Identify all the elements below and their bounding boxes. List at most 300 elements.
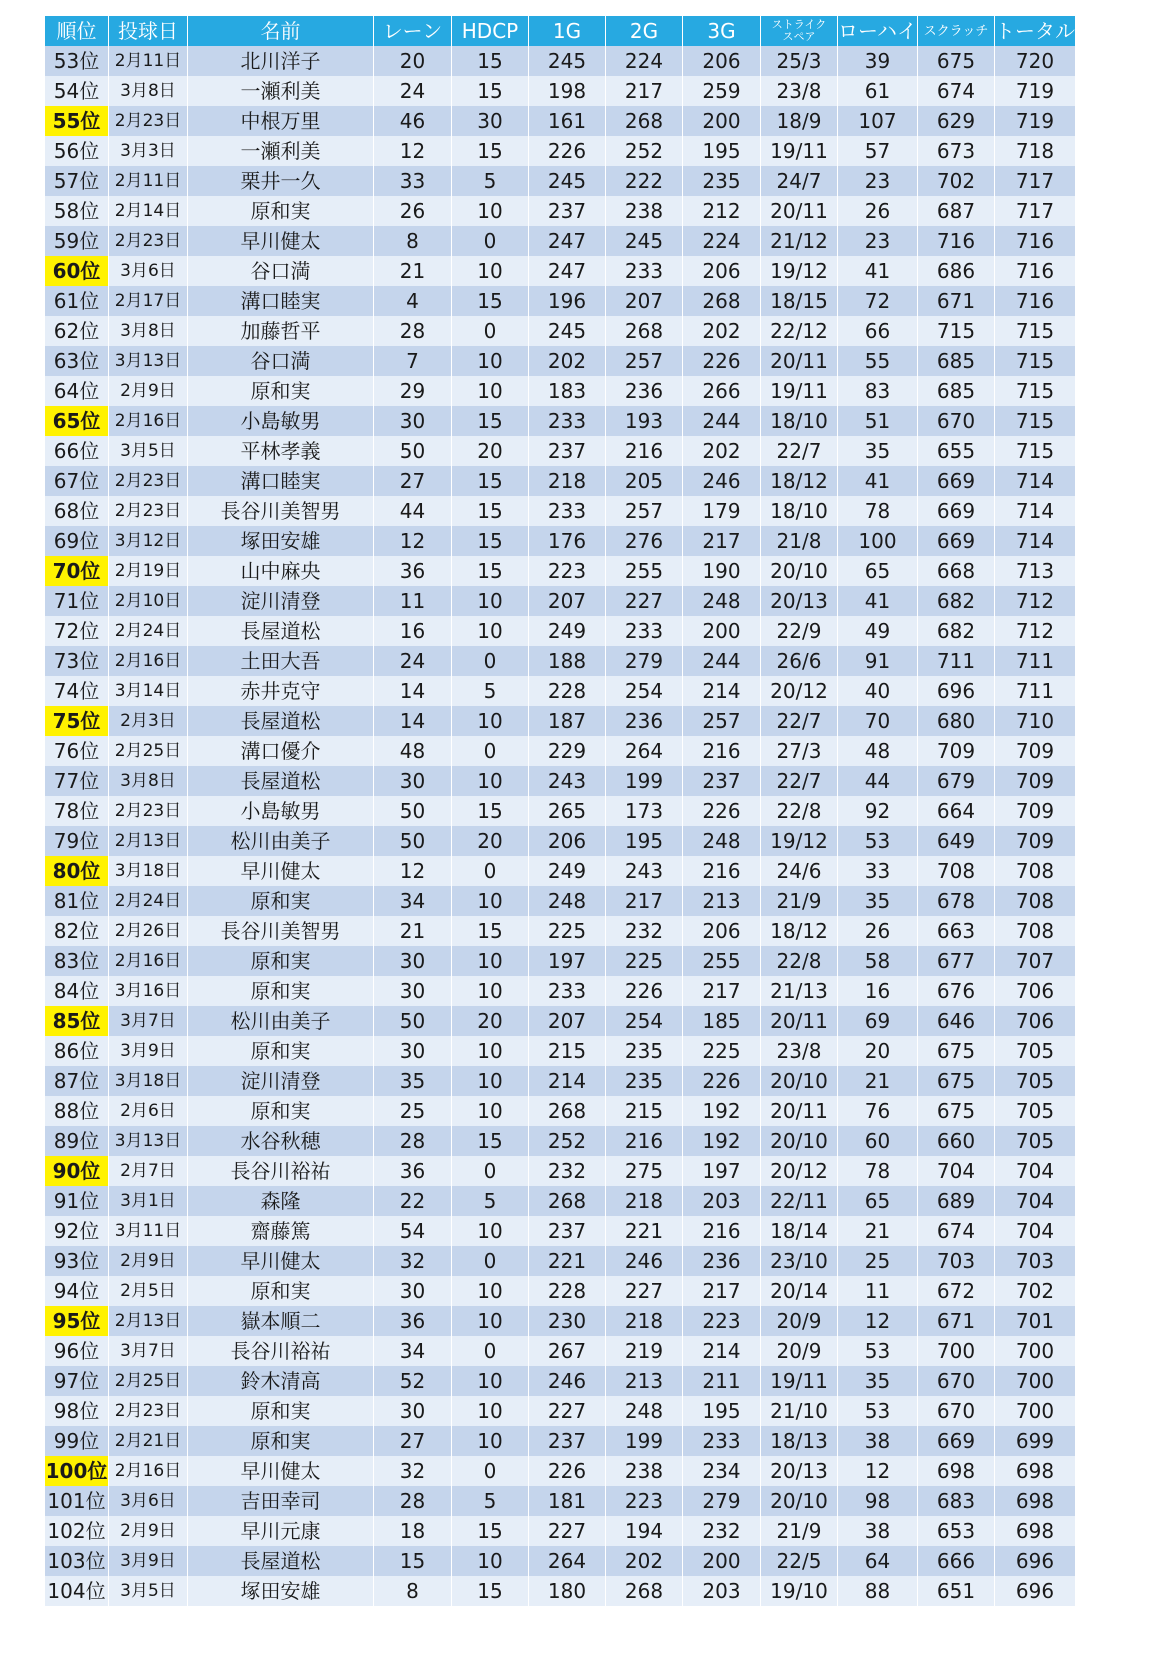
table-row [45,1006,1076,1036]
cell-scratch: 669 [918,496,995,526]
cell-game1: 228 [529,1276,606,1306]
cell-game1: 267 [529,1336,606,1366]
cell-rank: 58位 [45,196,109,226]
cell-game2: 216 [606,436,683,466]
cell-rank: 102位 [45,1516,109,1546]
table-row [45,1486,1076,1516]
cell-strike-spare: 20/12 [761,676,838,706]
cell-lane: 32 [374,1246,452,1276]
cell-name: 松川由美子 [188,826,374,856]
cell-game2: 236 [606,706,683,736]
cell-strike-spare: 22/9 [761,616,838,646]
cell-scratch: 709 [918,736,995,766]
cell-lane: 50 [374,826,452,856]
cell-game2: 248 [606,1396,683,1426]
cell-date: 2月6日 [109,1096,188,1126]
cell-name: 森隆 [188,1186,374,1216]
table-row [45,496,1076,526]
cell-game1: 249 [529,616,606,646]
header-name: 名前 [188,16,374,46]
cell-game3: 217 [683,526,761,556]
cell-hdcp: 10 [452,706,529,736]
table-row [45,526,1076,556]
cell-lane: 54 [374,1216,452,1246]
cell-name: 原和実 [188,1096,374,1126]
cell-game2: 213 [606,1366,683,1396]
cell-game3: 195 [683,1396,761,1426]
cell-rank: 65位 [45,406,109,436]
cell-date: 2月11日 [109,166,188,196]
cell-rank: 103位 [45,1546,109,1576]
cell-game2: 217 [606,886,683,916]
cell-strike-spare: 18/10 [761,406,838,436]
cell-name: 齋藤篤 [188,1216,374,1246]
cell-lane: 32 [374,1456,452,1486]
cell-name: 早川元康 [188,1516,374,1546]
cell-lane: 35 [374,1066,452,1096]
cell-strike-spare: 23/10 [761,1246,838,1276]
cell-game3: 206 [683,46,761,76]
cell-date: 2月13日 [109,1306,188,1336]
cell-game3: 216 [683,736,761,766]
cell-game1: 227 [529,1516,606,1546]
cell-game2: 257 [606,496,683,526]
cell-strike-spare: 21/13 [761,976,838,1006]
cell-low-high: 65 [838,556,918,586]
cell-low-high: 39 [838,46,918,76]
cell-game1: 246 [529,1366,606,1396]
table-row [45,1516,1076,1546]
table-row [45,616,1076,646]
cell-lane: 29 [374,376,452,406]
cell-rank: 78位 [45,796,109,826]
cell-scratch: 715 [918,316,995,346]
cell-hdcp: 0 [452,1246,529,1276]
cell-scratch: 698 [918,1456,995,1486]
table-row [45,856,1076,886]
table-row [45,916,1076,946]
cell-strike-spare: 26/6 [761,646,838,676]
cell-name: 土田大吾 [188,646,374,676]
cell-strike-spare: 20/10 [761,1066,838,1096]
cell-date: 2月5日 [109,1276,188,1306]
cell-low-high: 25 [838,1246,918,1276]
cell-lane: 27 [374,1426,452,1456]
cell-strike-spare: 20/11 [761,346,838,376]
cell-game2: 202 [606,1546,683,1576]
cell-total: 712 [995,616,1076,646]
cell-low-high: 76 [838,1096,918,1126]
cell-rank: 60位 [45,256,109,286]
cell-game2: 255 [606,556,683,586]
cell-game3: 244 [683,406,761,436]
cell-lane: 12 [374,856,452,886]
cell-hdcp: 0 [452,1336,529,1366]
cell-game2: 225 [606,946,683,976]
cell-strike-spare: 18/9 [761,106,838,136]
table-row [45,1036,1076,1066]
cell-scratch: 660 [918,1126,995,1156]
cell-scratch: 669 [918,1426,995,1456]
cell-strike-spare: 20/9 [761,1306,838,1336]
cell-strike-spare: 20/9 [761,1336,838,1366]
cell-low-high: 100 [838,526,918,556]
cell-game1: 252 [529,1126,606,1156]
cell-game2: 216 [606,1126,683,1156]
cell-strike-spare: 18/14 [761,1216,838,1246]
cell-lane: 36 [374,1306,452,1336]
cell-rank: 97位 [45,1366,109,1396]
cell-game2: 227 [606,1276,683,1306]
cell-low-high: 78 [838,1156,918,1186]
cell-game1: 245 [529,166,606,196]
cell-game3: 234 [683,1456,761,1486]
cell-scratch: 666 [918,1546,995,1576]
cell-game3: 246 [683,466,761,496]
cell-game2: 275 [606,1156,683,1186]
cell-date: 2月24日 [109,616,188,646]
cell-hdcp: 15 [452,136,529,166]
cell-hdcp: 15 [452,556,529,586]
cell-strike-spare: 22/11 [761,1186,838,1216]
cell-low-high: 21 [838,1066,918,1096]
cell-strike-spare: 21/9 [761,1516,838,1546]
cell-name: 早川健太 [188,226,374,256]
cell-hdcp: 0 [452,856,529,886]
cell-game3: 211 [683,1366,761,1396]
cell-scratch: 687 [918,196,995,226]
cell-game1: 176 [529,526,606,556]
cell-lane: 20 [374,46,452,76]
cell-scratch: 683 [918,1486,995,1516]
cell-hdcp: 10 [452,1276,529,1306]
cell-name: 谷口満 [188,256,374,286]
cell-total: 716 [995,286,1076,316]
cell-game2: 222 [606,166,683,196]
cell-hdcp: 10 [452,766,529,796]
table-row [45,1426,1076,1456]
table-row [45,1546,1076,1576]
cell-lane: 52 [374,1366,452,1396]
cell-scratch: 651 [918,1576,995,1606]
cell-game2: 233 [606,616,683,646]
cell-date: 2月14日 [109,196,188,226]
cell-hdcp: 15 [452,526,529,556]
cell-strike-spare: 19/12 [761,826,838,856]
cell-rank: 55位 [45,106,109,136]
cell-total: 708 [995,916,1076,946]
cell-name: 長屋道松 [188,1546,374,1576]
cell-total: 703 [995,1246,1076,1276]
cell-lane: 50 [374,436,452,466]
cell-total: 696 [995,1546,1076,1576]
table-row [45,676,1076,706]
cell-scratch: 689 [918,1186,995,1216]
cell-lane: 4 [374,286,452,316]
cell-low-high: 72 [838,286,918,316]
cell-game2: 257 [606,346,683,376]
cell-total: 711 [995,676,1076,706]
cell-lane: 7 [374,346,452,376]
cell-date: 2月17日 [109,286,188,316]
cell-game3: 232 [683,1516,761,1546]
cell-strike-spare: 22/12 [761,316,838,346]
cell-total: 707 [995,946,1076,976]
cell-game3: 217 [683,1276,761,1306]
cell-name: 栗井一久 [188,166,374,196]
cell-hdcp: 10 [452,886,529,916]
cell-total: 719 [995,106,1076,136]
cell-date: 2月16日 [109,406,188,436]
cell-scratch: 669 [918,526,995,556]
cell-game3: 248 [683,586,761,616]
cell-rank: 88位 [45,1096,109,1126]
table-row [45,826,1076,856]
cell-rank: 76位 [45,736,109,766]
cell-total: 705 [995,1066,1076,1096]
header-game2: 2G [606,16,683,46]
table-row [45,76,1076,106]
cell-lane: 30 [374,976,452,1006]
cell-name: 淀川清登 [188,586,374,616]
cell-strike-spare: 22/7 [761,766,838,796]
cell-rank: 84位 [45,976,109,1006]
cell-name: 原和実 [188,976,374,1006]
cell-date: 3月8日 [109,766,188,796]
cell-hdcp: 0 [452,1456,529,1486]
cell-scratch: 711 [918,646,995,676]
cell-hdcp: 5 [452,166,529,196]
cell-strike-spare: 20/10 [761,556,838,586]
cell-game1: 198 [529,76,606,106]
table-row [45,1216,1076,1246]
cell-rank: 104位 [45,1576,109,1606]
cell-lane: 12 [374,136,452,166]
cell-game3: 259 [683,76,761,106]
cell-game1: 227 [529,1396,606,1426]
header-lane: レーン [374,16,452,46]
cell-hdcp: 5 [452,676,529,706]
cell-date: 3月7日 [109,1336,188,1366]
table-row [45,586,1076,616]
cell-name: 長屋道松 [188,616,374,646]
cell-game1: 180 [529,1576,606,1606]
cell-low-high: 21 [838,1216,918,1246]
table-row [45,106,1076,136]
cell-strike-spare: 22/8 [761,796,838,826]
cell-scratch: 655 [918,436,995,466]
cell-strike-spare: 18/13 [761,1426,838,1456]
cell-scratch: 696 [918,676,995,706]
table-row [45,1246,1076,1276]
cell-game1: 233 [529,496,606,526]
header-low-high: ローハイ [838,16,918,46]
cell-game3: 200 [683,106,761,136]
cell-low-high: 55 [838,346,918,376]
cell-low-high: 64 [838,1546,918,1576]
cell-game1: 181 [529,1486,606,1516]
table-row [45,1276,1076,1306]
cell-rank: 54位 [45,76,109,106]
cell-lane: 30 [374,946,452,976]
cell-game2: 218 [606,1306,683,1336]
cell-game2: 252 [606,136,683,166]
cell-low-high: 40 [838,676,918,706]
cell-game1: 218 [529,466,606,496]
cell-scratch: 653 [918,1516,995,1546]
cell-hdcp: 15 [452,406,529,436]
cell-date: 2月9日 [109,376,188,406]
cell-hdcp: 10 [452,1366,529,1396]
cell-total: 706 [995,1006,1076,1036]
cell-scratch: 676 [918,976,995,1006]
cell-strike-spare: 18/15 [761,286,838,316]
cell-name: 早川健太 [188,1246,374,1276]
table-row [45,136,1076,166]
cell-strike-spare: 22/7 [761,706,838,736]
cell-total: 705 [995,1126,1076,1156]
cell-hdcp: 10 [452,346,529,376]
cell-strike-spare: 20/11 [761,196,838,226]
table-row [45,1456,1076,1486]
cell-rank: 68位 [45,496,109,526]
cell-date: 2月23日 [109,226,188,256]
cell-lane: 18 [374,1516,452,1546]
cell-date: 2月16日 [109,646,188,676]
cell-scratch: 675 [918,1096,995,1126]
cell-lane: 15 [374,1546,452,1576]
cell-scratch: 704 [918,1156,995,1186]
cell-scratch: 670 [918,406,995,436]
cell-rank: 85位 [45,1006,109,1036]
cell-low-high: 65 [838,1186,918,1216]
cell-game2: 268 [606,106,683,136]
cell-strike-spare: 19/11 [761,1366,838,1396]
cell-game1: 187 [529,706,606,736]
cell-hdcp: 10 [452,1036,529,1066]
cell-total: 715 [995,406,1076,436]
cell-scratch: 649 [918,826,995,856]
header-strike-spare: ストライク スペア [761,16,838,46]
cell-rank: 89位 [45,1126,109,1156]
cell-low-high: 91 [838,646,918,676]
cell-game1: 229 [529,736,606,766]
cell-date: 2月11日 [109,46,188,76]
cell-strike-spare: 19/12 [761,256,838,286]
cell-lane: 28 [374,1126,452,1156]
table-row [45,376,1076,406]
cell-strike-spare: 23/8 [761,1036,838,1066]
cell-name: 塚田安雄 [188,1576,374,1606]
cell-rank: 63位 [45,346,109,376]
cell-date: 2月23日 [109,1396,188,1426]
cell-hdcp: 0 [452,1156,529,1186]
cell-rank: 96位 [45,1336,109,1366]
cell-game1: 215 [529,1036,606,1066]
cell-rank: 90位 [45,1156,109,1186]
table-row [45,436,1076,466]
cell-date: 3月1日 [109,1186,188,1216]
cell-game2: 236 [606,376,683,406]
cell-hdcp: 15 [452,1516,529,1546]
cell-total: 706 [995,976,1076,1006]
cell-strike-spare: 20/10 [761,1126,838,1156]
cell-total: 713 [995,556,1076,586]
cell-low-high: 70 [838,706,918,736]
cell-game2: 219 [606,1336,683,1366]
cell-scratch: 703 [918,1246,995,1276]
cell-low-high: 107 [838,106,918,136]
cell-date: 3月8日 [109,316,188,346]
cell-low-high: 35 [838,1366,918,1396]
cell-scratch: 679 [918,766,995,796]
cell-date: 2月23日 [109,796,188,826]
cell-game3: 185 [683,1006,761,1036]
cell-scratch: 686 [918,256,995,286]
cell-lane: 36 [374,1156,452,1186]
cell-name: 原和実 [188,376,374,406]
cell-total: 712 [995,586,1076,616]
cell-strike-spare: 21/12 [761,226,838,256]
cell-date: 2月24日 [109,886,188,916]
cell-date: 2月13日 [109,826,188,856]
cell-strike-spare: 22/5 [761,1546,838,1576]
cell-lane: 24 [374,646,452,676]
cell-game2: 199 [606,766,683,796]
cell-game3: 248 [683,826,761,856]
cell-hdcp: 15 [452,916,529,946]
cell-date: 3月12日 [109,526,188,556]
cell-low-high: 66 [838,316,918,346]
cell-name: 長谷川美智男 [188,496,374,526]
cell-game3: 216 [683,1216,761,1246]
table-row [45,1066,1076,1096]
cell-hdcp: 15 [452,1126,529,1156]
cell-game2: 254 [606,1006,683,1036]
table-row [45,736,1076,766]
table-body [45,46,1076,1606]
cell-game2: 246 [606,1246,683,1276]
cell-date: 2月3日 [109,706,188,736]
cell-hdcp: 15 [452,76,529,106]
cell-name: 原和実 [188,1426,374,1456]
cell-scratch: 682 [918,616,995,646]
cell-rank: 80位 [45,856,109,886]
cell-name: 中根万里 [188,106,374,136]
cell-date: 3月9日 [109,1036,188,1066]
cell-date: 3月5日 [109,1576,188,1606]
cell-scratch: 629 [918,106,995,136]
cell-scratch: 671 [918,286,995,316]
cell-hdcp: 10 [452,1066,529,1096]
cell-strike-spare: 20/13 [761,586,838,616]
cell-strike-spare: 20/14 [761,1276,838,1306]
cell-scratch: 685 [918,376,995,406]
table-row [45,286,1076,316]
cell-game3: 192 [683,1126,761,1156]
cell-rank: 77位 [45,766,109,796]
cell-lane: 28 [374,316,452,346]
cell-scratch: 670 [918,1366,995,1396]
cell-game3: 203 [683,1576,761,1606]
table-row [45,796,1076,826]
cell-name: 平林孝義 [188,436,374,466]
table-row [45,976,1076,1006]
cell-total: 715 [995,436,1076,466]
cell-strike-spare: 20/11 [761,1006,838,1036]
cell-name: 嶽本順二 [188,1306,374,1336]
cell-lane: 11 [374,586,452,616]
